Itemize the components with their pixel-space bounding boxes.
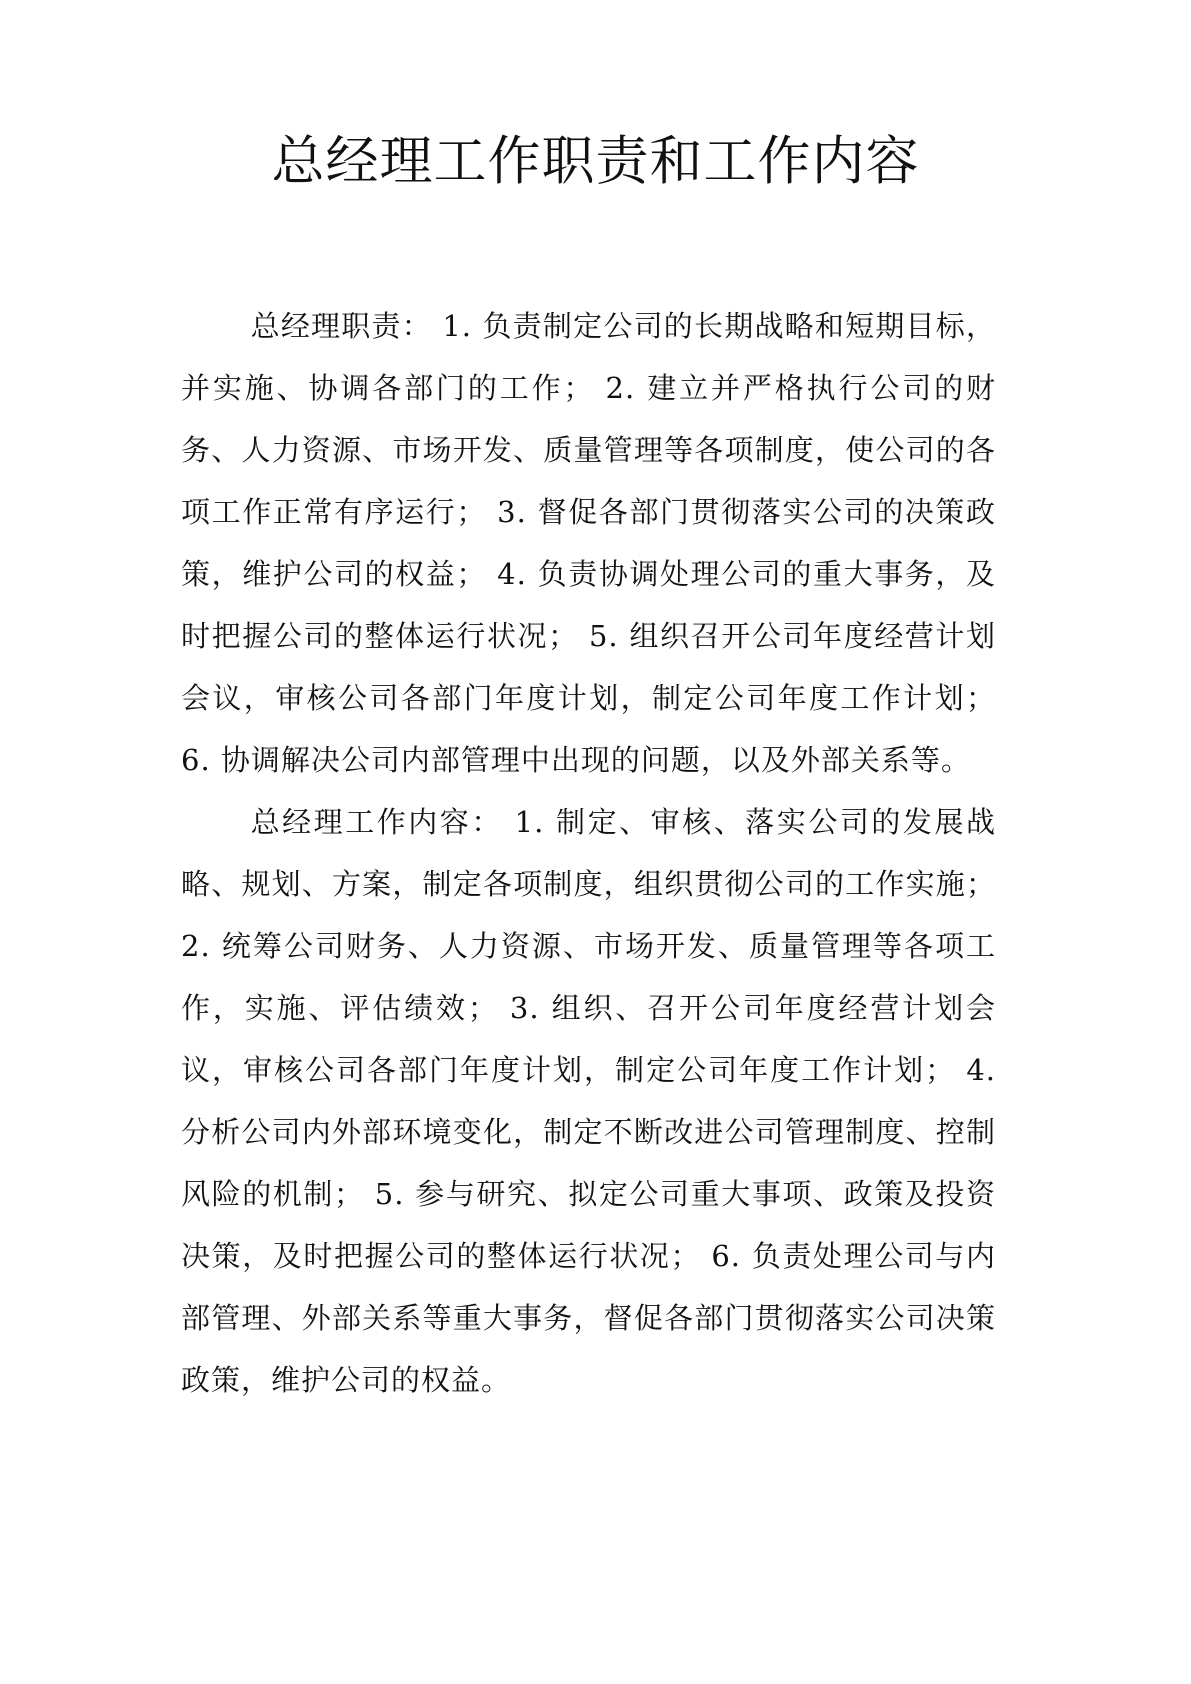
paragraph-responsibilities: 总经理职责： 1. 负责制定公司的长期战略和短期目标，并实施、协调各部门的工作； 2. 建立并严格执行公司的财务、人力资源、市场开发、质量管理等各项制度，使公司的各项工作正常有序运行； 3. 督促各部门贯彻落实公司的决策政策，维护公司的权益； 4. 负责协调处理公司的重大事务，及时把握公司的整体运行状况； 5. 组织召开公司年度经营计划会议，审核公司各部门年度计划，制定公司年度工作计划； 6. 协调解决公司内部管理中出现的问题，以及外部关系等。 xyxy=(181,309,996,777)
document-title: 总经理工作职责和工作内容 xyxy=(271,131,920,192)
paragraph-work-content: 总经理工作内容： 1. 制定、审核、落实公司的发展战略、规划、方案，制定各项制度，组织贯彻公司的工作实施； 2. 统筹公司财务、人力资源、市场开发、质量管理等各项工作，实施、评估绩效； 3. 组织、召开公司年度经营计划会议，审核公司各部门年度计划，制定公司年度工作计划； 4. 分析公司内外部环境变化，制定不断改进公司管理制度、控制风险的机制； 5. 参与研究、拟定公司重大事项、政策及投资决策，及时把握公司的整体运行状况； 6. 负责处理公司与内部管理、外部关系等重大事务，督促各部门贯彻落实公司决策政策，维护公司的权益。 xyxy=(181,805,996,1397)
document-body xyxy=(181,295,996,1411)
